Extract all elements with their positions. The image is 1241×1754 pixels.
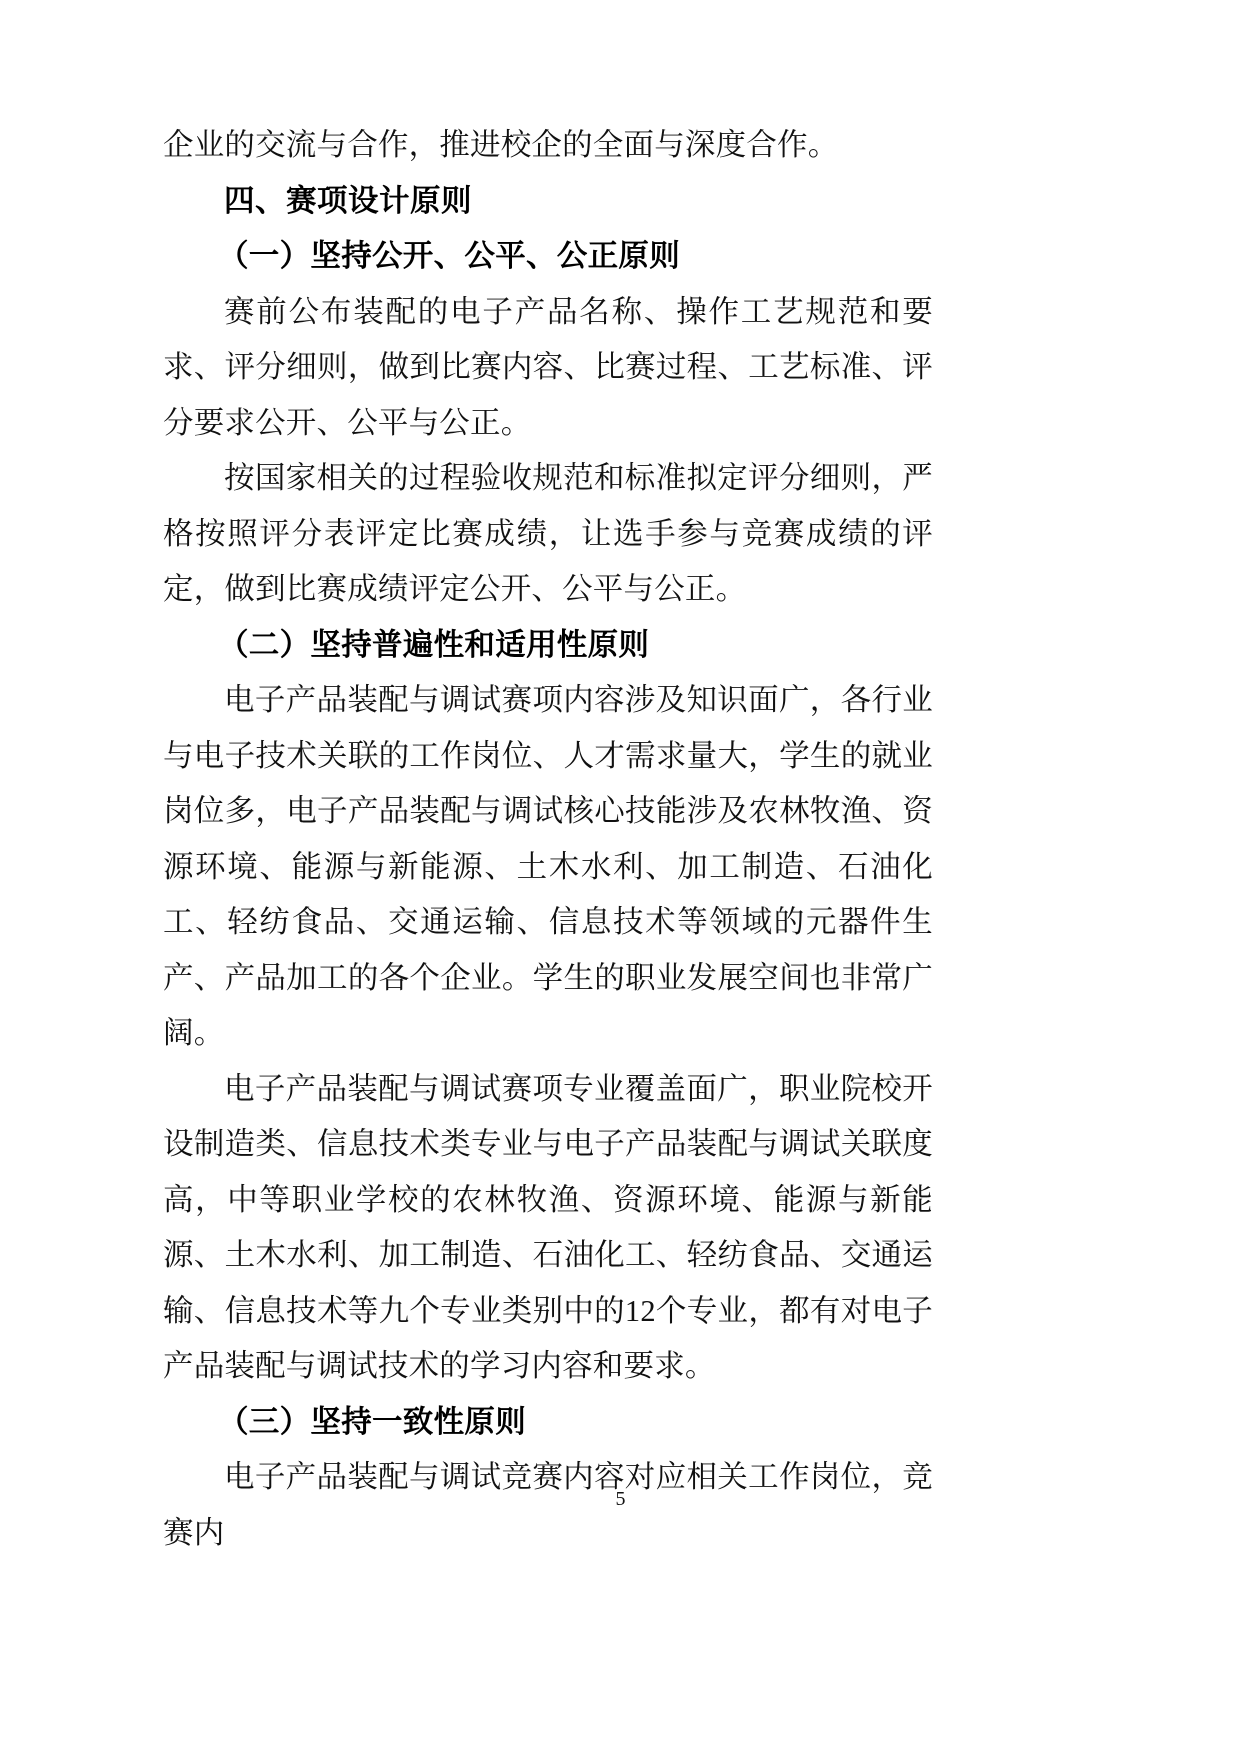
- paragraph-1-1: 赛前公布装配的电子产品名称、操作工艺规范和要求、评分细则，做到比赛内容、比赛过程、工艺标准、评分要求公开、公平与公正。: [163, 294, 933, 440]
- subsection-heading-one: （一）坚持公开、公平、公正原则: [218, 239, 680, 273]
- paragraph-2-1: 电子产品装配与调试赛项内容涉及知识面广，各行业与电子技术关联的工作岗位、人才需求量大，学生的就业岗位多，电子产品装配与调试核心技能涉及农林牧渔、资源环境、能源与新能源、土木水利、加工制造、石油化工、轻纺食品、交通运输、信息技术等领域的元器件生产、产品加工的各个企业。学生的职业发展空间也非常广阔。: [163, 683, 933, 1050]
- paragraph-continuation: 企业的交流与合作，推进校企的全面与深度合作。: [163, 128, 839, 162]
- page-number: 5: [615, 1488, 626, 1510]
- subsection-heading-two: （二）坚持普遍性和适用性原则: [218, 627, 650, 662]
- paragraph-1-2: 按国家相关的过程验收规范和标准拟定评分细则，严格按照评分表评定比赛成绩，让选手参与竞赛成绩的评定，做到比赛成绩评定公开、公平与公正。: [163, 461, 933, 606]
- section-heading-four: 四、赛项设计原则: [224, 183, 472, 218]
- subsection-heading-three: （三）坚持一致性原则: [218, 1404, 526, 1439]
- paragraph-3-1: 电子产品装配与调试竞赛内容对应相关工作岗位，竞赛内: [163, 1460, 933, 1550]
- paragraph-2-2: 电子产品装配与调试赛项专业覆盖面广，职业院校开设制造类、信息技术类专业与电子产品装配与调试关联度高，中等职业学校的农林牧渔、资源环境、能源与新能源、土木水利、加工制造、石油化工、轻纺食品、交通运输、信息技术等九个专业类别中的12个专业，都有对电子产品装配与调试技术的学习内容和要求。: [163, 1071, 933, 1383]
- page-content: [163, 118, 933, 1561]
